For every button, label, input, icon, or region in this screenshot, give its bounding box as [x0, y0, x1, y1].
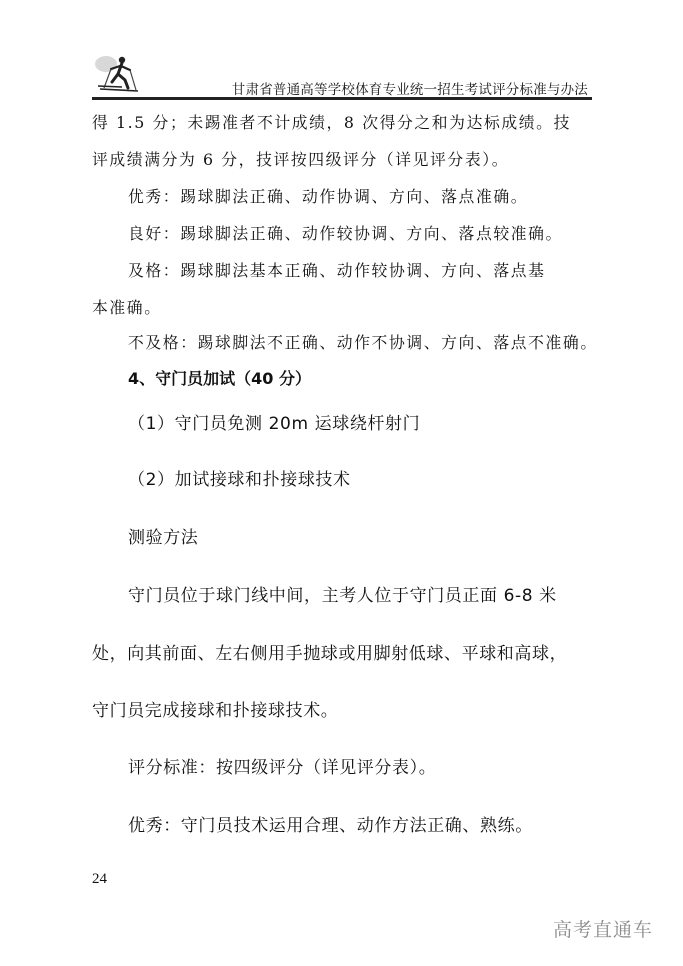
page-header [92, 52, 592, 100]
body-line: 评成绩满分为 6 分，技评按四级评分（详见评分表）。 [92, 150, 510, 169]
body-line: 得 1.5 分；未踢准者不计成绩，8 次得分之和为达标成绩。技 [92, 113, 571, 132]
body-line: 守门员位于球门线中间，主考人位于守门员正面 6-8 米 [128, 586, 557, 606]
section-heading: 4、守门员加试（40 分） [128, 369, 311, 388]
body-line: 处，向其前面、左右侧用手抛球或用脚射低球、平球和高球， [92, 644, 568, 664]
header-title: 甘肃省普通高等学校体育专业统一招生考试评分标准与办法 [231, 82, 588, 98]
body-line: 不及格：踢球脚法不正确、动作不协调、方向、落点不准确。 [128, 333, 598, 352]
body-line: 良好：踢球脚法正确、动作较协调、方向、落点较准确。 [128, 224, 563, 243]
page-number: 24 [92, 871, 107, 887]
skier-logo-icon [92, 52, 142, 96]
body-line: 优秀：踢球脚法正确、动作协调、方向、落点准确。 [128, 187, 529, 206]
body-line: 测验方法 [128, 528, 199, 548]
body-line: 评分标准：按四级评分（详见评分表）。 [128, 758, 437, 778]
body-line: （1）守门员免测 20m 运球绕杆射门 [128, 414, 421, 434]
body-line: 守门员完成接球和扑接球技术。 [92, 701, 339, 721]
body-line: 及格：踢球脚法基本正确、动作较协调、方向、落点基 [128, 261, 546, 280]
watermark: 高考直通车 [552, 919, 653, 941]
header-divider [92, 97, 592, 100]
body-line: 优秀：守门员技术运用合理、动作方法正确、熟练。 [128, 816, 533, 836]
body-line: （2）加试接球和扑接球技术 [128, 470, 351, 490]
body-line: 本准确。 [92, 298, 162, 317]
